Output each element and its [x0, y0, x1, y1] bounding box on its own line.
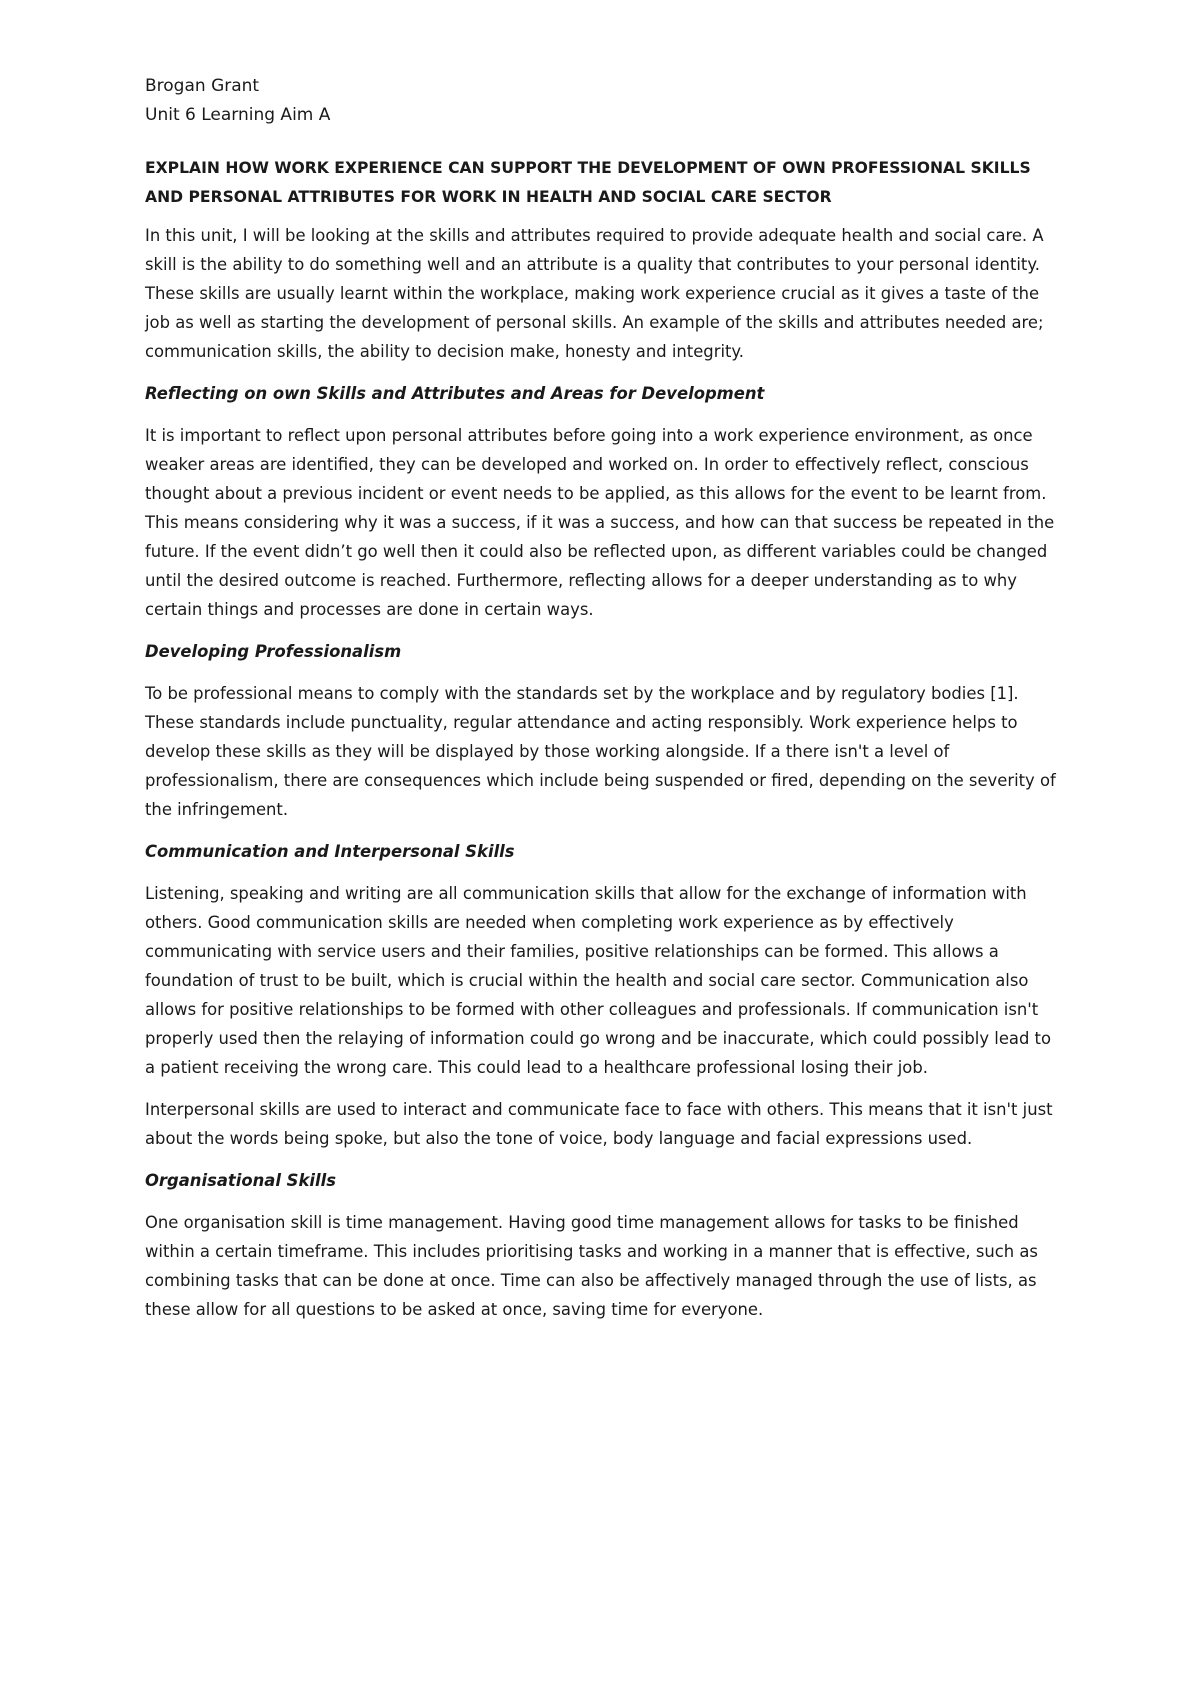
- section-paragraph-reflecting: It is important to reflect upon personal attributes before going into a work experience environment, as once weaker areas are identified, they can be developed and worked on. In order to effectively reflect, conscious thought about a previous incident or event needs to be applied, as this allows for the event to be learnt from. This means considering why it was a success, if it was a success, and how can that success be repeated in the future. If the event didn’t go well then it could also be reflected upon, as different variables could be changed until the desired outcome is reached. Furthermore, reflecting allows for a deeper understanding as to why certain things and processes are done in certain ways.: [145, 426, 1055, 619]
- section-heading-organisational: Organisational Skills: [145, 1171, 336, 1190]
- author-name: Brogan Grant: [145, 76, 260, 96]
- section-heading-reflecting: Reflecting on own Skills and Attributes and Areas for Development: [145, 384, 765, 403]
- section-paragraph-interpersonal: Interpersonal skills are used to interact and communicate face to face with others. This means that it isn't just about the words being spoke, but also the tone of voice, body language and facial expressions used.: [145, 1100, 1053, 1148]
- intro-paragraph: In this unit, I will be looking at the skills and attributes required to provide adequate health and social care. A skill is the ability to do something well and an attribute is a quality that contributes to your personal identity. These skills are usually learnt within the workplace, making work experience crucial as it gives a taste of the job as well as starting the development of personal skills. An example of the skills and attributes needed are; communication skills, the ability to decision make, honesty and integrity.: [145, 226, 1044, 361]
- section-heading-professionalism: Developing Professionalism: [145, 642, 402, 661]
- section-heading-communication: Communication and Interpersonal Skills: [145, 842, 515, 861]
- section-paragraph-organisational: One organisation skill is time management. Having good time management allows for tasks to be finished within a certain timeframe. This includes prioritising tasks and working in a manner that is effective, such as combining tasks that can be done at once. Time can also be affectively managed through the use of lists, as these allow for all questions to be asked at once, saving time for everyone.: [145, 1213, 1038, 1319]
- section-paragraph-professionalism: To be professional means to comply with the standards set by the workplace and by regulatory bodies [1]. These standards include punctuality, regular attendance and acting responsibly. Work experience helps to develop these skills as they will be displayed by those working alongside. If a there isn't a level of professionalism, there are consequences which include being suspended or fired, depending on the severity of the infringement.: [145, 684, 1056, 819]
- document-page: [145, 72, 1060, 1337]
- document-title: EXPLAIN HOW WORK EXPERIENCE CAN SUPPORT THE DEVELOPMENT OF OWN PROFESSIONAL SKILLS AND PERSONAL ATTRIBUTES FOR WORK IN HEALTH AND SOCIAL CARE SECTOR: [145, 159, 1031, 206]
- unit-label: Unit 6 Learning Aim A: [145, 105, 331, 125]
- section-paragraph-communication: Listening, speaking and writing are all communication skills that allow for the exchange of information with others. Good communication skills are needed when completing work experience as by effectively communicating with service users and their families, positive relationships can be formed. This allows a foundation of trust to be built, which is crucial within the health and social care sector. Communication also allows for positive relationships to be formed with other colleagues and professionals. If communication isn't properly used then the relaying of information could go wrong and be inaccurate, which could possibly lead to a patient receiving the wrong care. This could lead to a healthcare professional losing their job.: [145, 884, 1052, 1077]
